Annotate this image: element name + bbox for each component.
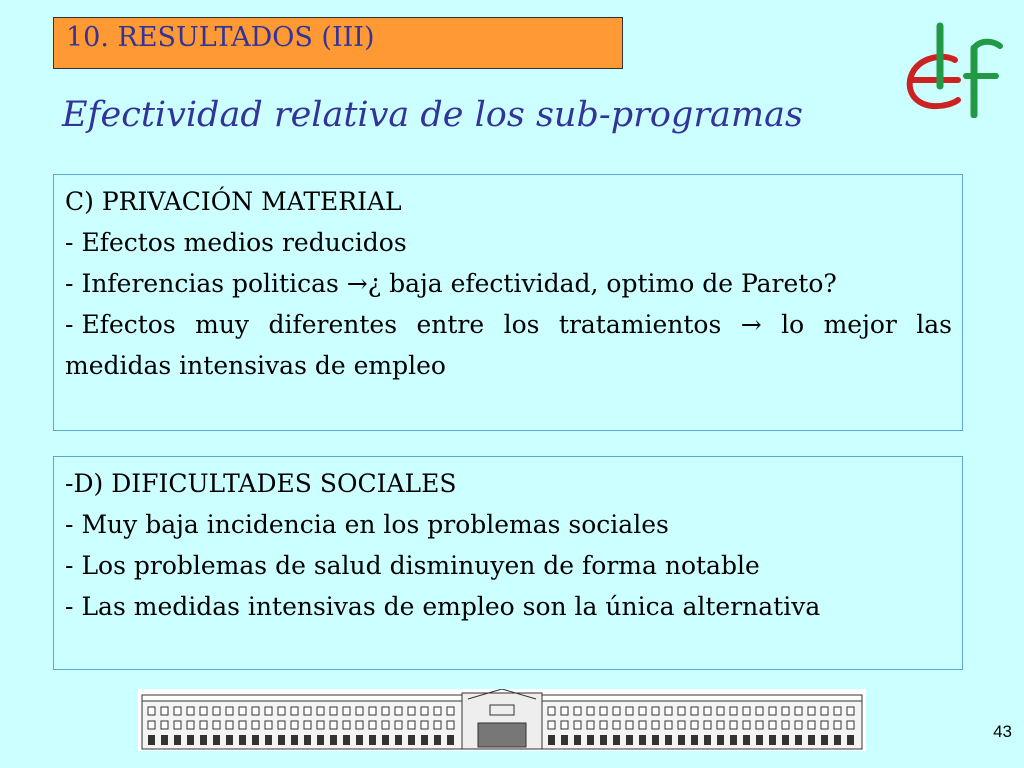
list-item: - Los problemas de salud disminuyen de forma notable [65, 551, 760, 580]
list-item: - Efectos muy diferentes entre los tratamientos → lo mejor las medidas intensivas de empleo [65, 310, 952, 380]
building-facade-icon [138, 689, 866, 751]
social-difficulties-box [53, 456, 963, 670]
section-title: 10. RESULTADOS (III) [53, 17, 623, 69]
list-item: - Efectos medios reducidos [65, 228, 407, 257]
ief-logo-icon [900, 18, 1010, 118]
material-deprivation-box [53, 174, 963, 431]
box-heading: C) PRIVACIÓN MATERIAL [65, 187, 402, 216]
list-item: - Muy baja incidencia en los problemas sociales [65, 510, 669, 539]
page-number: 43 [993, 722, 1012, 741]
list-item: - Inferencias politicas →¿ baja efectividad, optimo de Pareto? [65, 269, 837, 298]
box-heading: -D) DIFICULTADES SOCIALES [65, 469, 457, 498]
slide-subtitle: Efectividad relativa de los sub-programas [62, 95, 803, 135]
list-item: - Las medidas intensivas de empleo son la única alternativa [65, 592, 821, 621]
